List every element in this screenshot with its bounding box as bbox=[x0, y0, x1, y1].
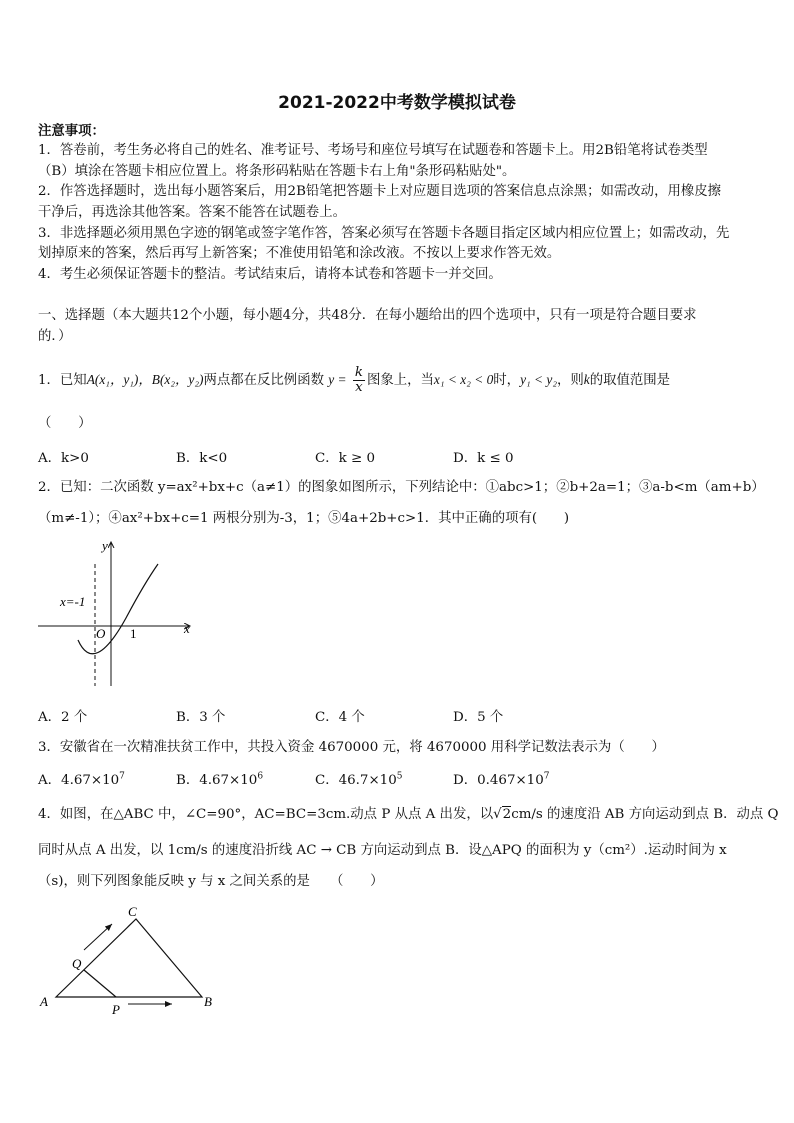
q2-option-a[interactable]: A．2 个 bbox=[38, 710, 88, 725]
notice-item: 2．作答选择题时，选出每小题答案后，用2B铅笔把答题卡上对应题目选项的答案信息点涂黑；如需改动，用橡皮擦 bbox=[38, 184, 722, 199]
q3-option-d-base: D．0.467×10 bbox=[453, 773, 544, 788]
origin-label: O bbox=[96, 626, 106, 641]
q1-option-c[interactable]: C．k ≥ 0 bbox=[315, 451, 376, 466]
q2-parabola-graph bbox=[34, 536, 198, 692]
q1-text: 两点都在反比例函数 bbox=[203, 373, 324, 388]
q1-kvar: k bbox=[583, 372, 590, 387]
q1-option-b[interactable]: B．k<0 bbox=[176, 451, 228, 466]
q1-frac-num: k bbox=[354, 365, 363, 380]
q1-option-a[interactable]: A．k>0 bbox=[38, 451, 89, 466]
q3-option-c-base: C．46.7×10 bbox=[315, 773, 397, 788]
symmetry-label: x=-1 bbox=[60, 594, 86, 609]
question-4-cont: （s)，则下列图象能反映 y 与 x 之间关系的是 （ ） bbox=[38, 874, 384, 889]
q3-option-a-exp: 7 bbox=[119, 771, 125, 782]
parabola-curve bbox=[78, 564, 158, 654]
notice-item: 4．考生必须保证答题卡的整洁。考试结束后，请将本试卷和答题卡一并交回。 bbox=[38, 267, 502, 282]
q3-option-a-base: A．4.67×10 bbox=[38, 773, 120, 788]
q1-option-d[interactable]: D．k ≤ 0 bbox=[453, 451, 514, 466]
q3-option-d[interactable] bbox=[453, 769, 549, 788]
section-heading: 一、选择题（本大题共12个小题，每小题4分，共48分．在每小题给出的四个选项中，只有一项是符合题目要求 bbox=[38, 308, 697, 323]
q4-text: cm/s 的速度沿 AB 方向运动到点 B．动点 Q bbox=[511, 807, 779, 822]
section-heading-cont: 的．） bbox=[38, 329, 72, 344]
notice-item: 划掉原来的答案，然后再写上新答案；不准使用铅笔和涂改液。不按以上要求作答无效。 bbox=[38, 246, 561, 261]
q4-sqrt: 2 bbox=[502, 807, 512, 822]
q1-points: A(x₁，y₁)，B(x₂，y₂) bbox=[86, 372, 204, 387]
q3-option-c-exp: 5 bbox=[396, 771, 403, 782]
y-label: y bbox=[102, 538, 108, 553]
q1-fraction bbox=[353, 366, 365, 395]
q3-option-a[interactable] bbox=[38, 769, 125, 788]
question-2: 2．已知：二次函数 y=ax²+bx+c（a≠1）的图象如图所示，下列结论中：①abc>1；②b+2a=1；③a-b<m（am+b） bbox=[38, 480, 765, 495]
q3-option-c[interactable] bbox=[315, 769, 402, 788]
q2-option-d[interactable]: D．5 个 bbox=[453, 710, 504, 725]
q1-text: 的取值范围是 bbox=[589, 373, 671, 388]
question-4: 4．如图，在△ABC 中，∠C=90°，AC=BC=3cm.动点 P 从点 A 出发，以√2cm/s 的速度沿 AB 方向运动到点 B．动点 Q bbox=[38, 807, 779, 822]
q4-triangle-figure bbox=[36, 902, 226, 1020]
q3-option-d-exp: 7 bbox=[543, 771, 550, 782]
q4-text: 4．如图，在△ABC 中，∠C=90°，AC=BC=3cm.动点 P 从点 A 出发，以 bbox=[38, 807, 494, 822]
q1-paren: （ ） bbox=[38, 416, 92, 431]
tick-label: 1 bbox=[130, 626, 137, 641]
question-3: 3．安徽省在一次精准扶贫工作中，共投入资金 4670000 元，将 4670000 用科学记数法表示为（ ） bbox=[38, 740, 665, 755]
q1-frac-den: x bbox=[355, 380, 363, 395]
notice-item: （B）填涂在答题卡相应位置上。将条形码粘贴在答题卡右上角"条形码粘贴处"。 bbox=[38, 164, 516, 179]
q1-prefix: 1．已知 bbox=[38, 373, 87, 388]
q1-cond2: y₁ < y₂ bbox=[520, 372, 557, 387]
q1-text: 时， bbox=[493, 373, 521, 388]
q2-option-c[interactable]: C．4 个 bbox=[315, 710, 365, 725]
q2-option-b[interactable]: B．3 个 bbox=[176, 710, 226, 725]
notice-item: 干净后，再选涂其他答案。答案不能答在试题卷上。 bbox=[38, 205, 346, 220]
question-2-cont: （m≠-1）；④ax²+bx+c=1 两根分别为-3，1；⑤4a+2b+c>1．其中正确的项有( ) bbox=[38, 511, 570, 526]
label-a: A bbox=[40, 994, 48, 1009]
notice-item: 3．非选择题必须用黑色字迹的钢笔或签字笔作答，答案必须写在答题卡各题目指定区域内相应位置上；如需改动，先 bbox=[38, 226, 730, 241]
x-label: x bbox=[184, 621, 190, 636]
segment-qp bbox=[84, 970, 116, 997]
page-title: 2021-2022中考数学模拟试卷 bbox=[278, 93, 516, 113]
q1-text: ，则 bbox=[557, 373, 584, 388]
q1-cond1: x₁ < x₂ < 0 bbox=[433, 372, 494, 387]
notice-item: 1．答卷前，考生务必将自己的姓名、准考证号、考场号和座位号填写在试题卷和答题卡上。用2B铅笔将试卷类型 bbox=[38, 143, 708, 158]
q3-option-b-exp: 6 bbox=[257, 771, 264, 782]
q3-option-b-base: B．4.67×10 bbox=[176, 773, 258, 788]
question-4-cont: 同时从点 A 出发，以 1cm/s 的速度沿折线 AC → CB 方向运动到点 B．设△APQ 的面积为 y（cm²）.运动时间为 x bbox=[38, 843, 727, 858]
question-1 bbox=[38, 366, 756, 395]
q1-text: 图象上，当 bbox=[366, 373, 434, 388]
q3-option-b[interactable] bbox=[176, 769, 263, 788]
label-q: Q bbox=[72, 956, 82, 971]
label-p: P bbox=[112, 1002, 120, 1017]
notice-heading: 注意事项： bbox=[38, 123, 105, 139]
q1-func-lhs: y = bbox=[328, 372, 347, 387]
label-c: C bbox=[128, 904, 137, 919]
label-b: B bbox=[204, 994, 212, 1009]
